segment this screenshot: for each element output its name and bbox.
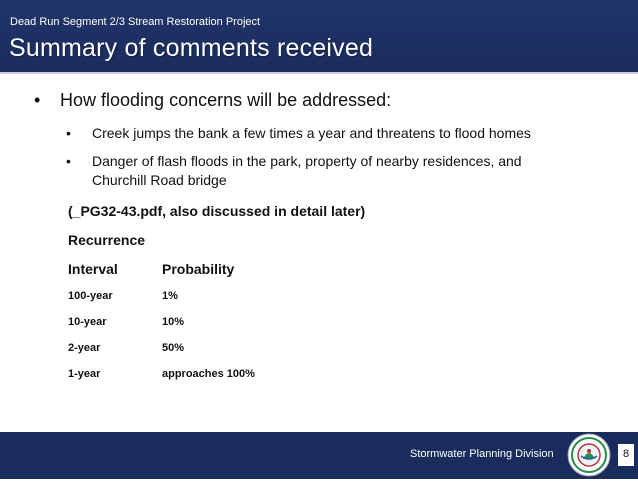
county-seal-logo-icon <box>566 432 612 478</box>
table-cell-probability: approaches 100% <box>162 368 255 380</box>
column-header-interval: Interval <box>68 261 118 277</box>
bullet-icon: • <box>66 153 71 169</box>
slide-footer <box>0 432 638 479</box>
table-cell-interval: 2-year <box>68 342 101 354</box>
reference-note: (_PG32-43.pdf, also discussed in detail later) <box>68 203 366 219</box>
bullet-icon: • <box>66 125 71 141</box>
page-number-box <box>618 444 634 466</box>
table-cell-probability: 50% <box>162 342 185 354</box>
table-cell-probability: 1% <box>162 290 178 302</box>
sub-bullet-text: Creek jumps the bank a few times a year and threatens to flood homes <box>92 125 531 141</box>
sub-bullet-text: Danger of flash floods in the park, property of nearby residences, and Churchill Road bridge <box>92 153 522 188</box>
project-name: Dead Run Segment 2/3 Stream Restoration Project <box>10 16 261 28</box>
slide-title: Summary of comments received <box>9 34 374 62</box>
table-cell-probability: 10% <box>162 316 185 328</box>
table-cell-interval: 10-year <box>68 316 107 328</box>
division-name: Stormwater Planning Division <box>410 448 554 460</box>
page-number: 8 <box>622 448 630 460</box>
table-cell-interval: 1-year <box>68 368 101 380</box>
table-heading: Recurrence <box>68 232 146 248</box>
bullet-icon: • <box>34 90 41 110</box>
column-header-probability: Probability <box>162 261 235 277</box>
table-cell-interval: 100-year <box>68 290 113 302</box>
main-bullet-text: How flooding concerns will be addressed: <box>60 90 392 110</box>
